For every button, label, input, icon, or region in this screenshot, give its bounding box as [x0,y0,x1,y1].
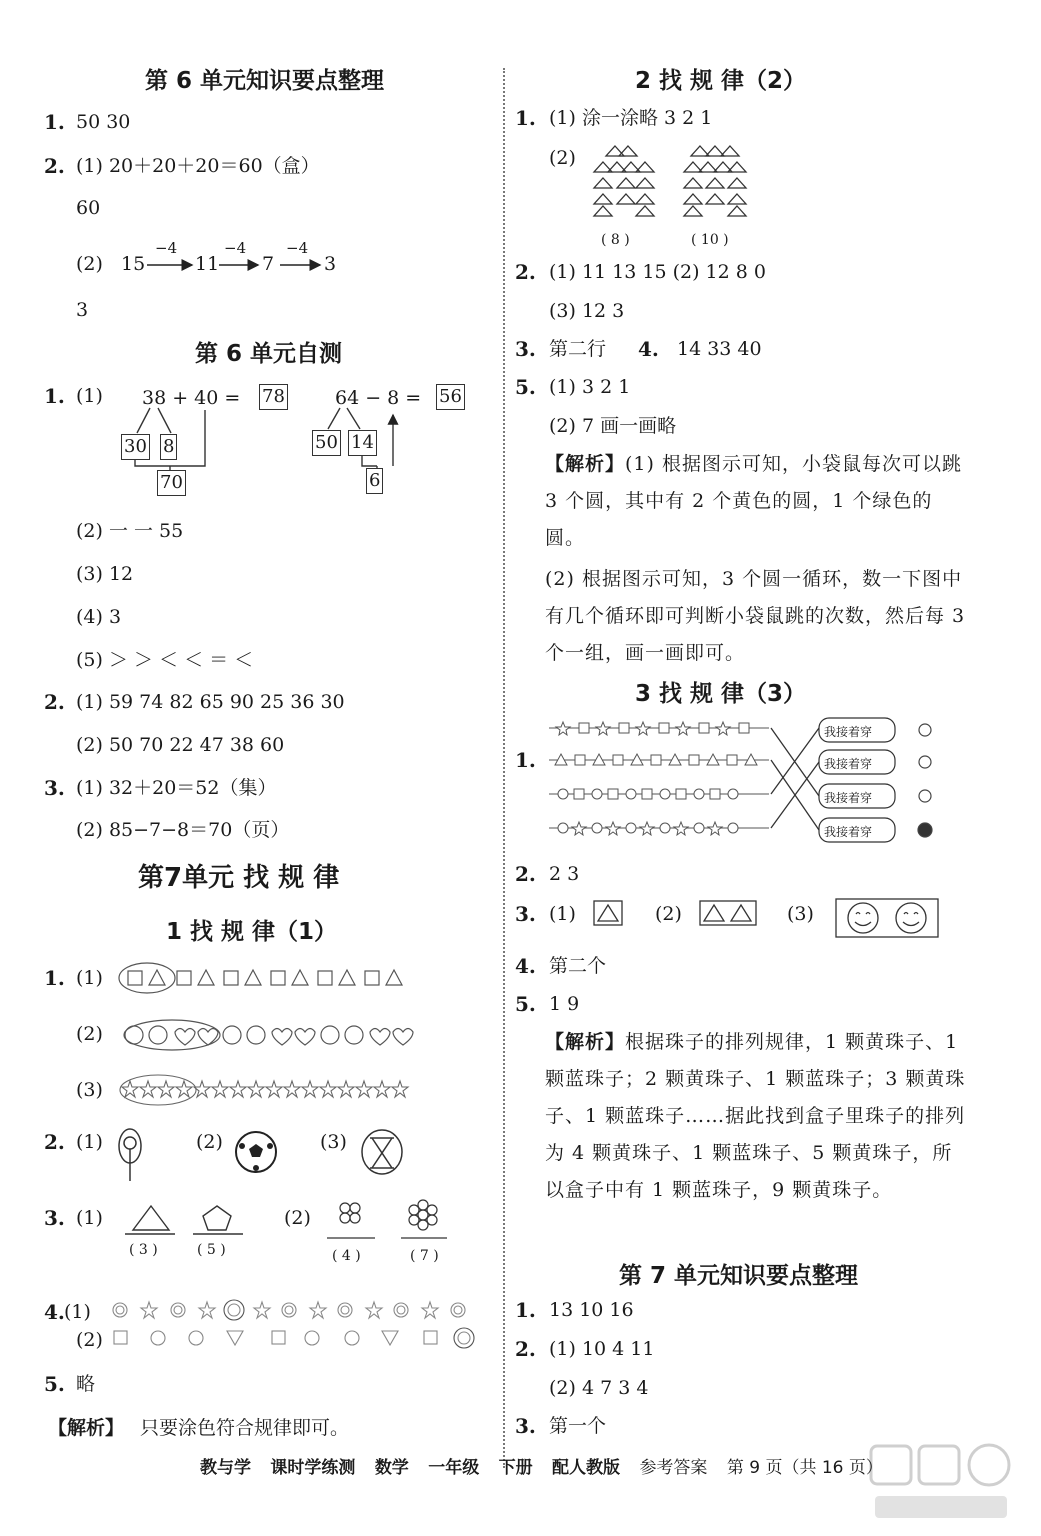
question-number: 2. [515,1337,536,1361]
question-number: 3. [515,337,536,361]
footer-label: 参考答案 [639,1458,708,1478]
footer-series: 课时学练测 [270,1458,356,1478]
answer-text: (2) 50 70 22 47 38 60 [76,734,285,756]
count-answer: ( 8 ) [601,232,630,248]
sub-label: (1) [76,1131,103,1153]
answer-text: (3) 12 [76,563,134,585]
question-number: 1. [44,384,65,408]
chain-operation: −4 [155,239,178,257]
answer-text: 60 [76,197,101,219]
column-divider [503,68,505,1468]
speech-bubble: 我接着穿 [824,757,873,771]
triangle-answer-figure [593,900,625,928]
speech-bubble: 我接着穿 [824,725,873,739]
answer-text: 第二个 [549,955,607,977]
count-answer: ( 4 ) [332,1248,361,1264]
sub-label: (2) [76,1329,103,1351]
chain-value: 7 [262,253,275,275]
sub-box: 6 [366,468,383,494]
circle-flower-figure [325,1196,455,1244]
count-answer: ( 7 ) [410,1248,439,1264]
pattern-squares-circles-figure [112,1324,482,1354]
answer-text: (2) 一 一 55 [76,520,184,542]
question-number: 1. [44,110,65,134]
answer-box: 78 [259,384,288,410]
analysis-paragraph: (2) 根据图示可知，3 个圆一循环，数一下图中有几个循环即可判断小袋鼠跳的次数，然后每 3 个一组，画一画即可。 [545,568,966,664]
analysis-tag: 【解析】 [545,1031,626,1053]
answer-text: (1) 32＋20＝52（集） [76,777,277,799]
chain-operation: −4 [224,239,247,257]
answer-text: (1) 59 74 82 65 90 25 36 30 [76,691,345,713]
sub-label: (2) [76,253,103,275]
answer-text: (5) ＞ ＞ ＜ ＜ ＝ ＜ [76,649,254,671]
footer-page: 第 9 页（共 16 页） [726,1458,883,1478]
chain-value: 11 [195,253,220,275]
question-number: 1. [515,748,536,772]
answer-text: 1 9 [549,993,580,1015]
lollipop-icon [118,1126,148,1186]
sub-label: (2) [549,147,576,169]
sub-label: (1) [76,385,103,407]
answer-text: 13 10 16 [549,1299,634,1321]
footer-edition: 配人教版 [552,1458,621,1478]
answer-text: (1) 11 13 15 (2) 12 8 0 [549,261,766,283]
question-number: 2. [44,1130,65,1154]
question-number: 4. [44,1300,65,1324]
analysis-tag: 【解析】 [48,1417,125,1439]
answer-text: (2) 7 画一画略 [549,415,677,437]
chain-value: 3 [324,253,337,275]
sub-label: (1) [76,967,103,989]
count-answer: ( 5 ) [197,1242,226,1258]
sub-label: (2) [284,1207,311,1229]
answer-text: (2) 4 7 3 4 [549,1377,649,1399]
section-title: 3 找 规 律（3） [635,681,807,707]
question-number: 3. [44,776,65,800]
hourglass-icon [360,1128,406,1178]
equation: 64 − 8 = [335,387,422,409]
bead-matching-figure [549,716,979,846]
question-number: 3. [44,1206,65,1230]
question-number: 5. [44,1372,65,1396]
analysis-paragraph [545,1024,970,1209]
pattern-shapes-figure [120,960,410,996]
footer-subject: 数学 [374,1458,409,1478]
answer-text: (2) 85−7−8＝70（页） [76,819,290,841]
answer-text: 14 33 40 [677,338,762,360]
sub-label: (3) [320,1131,347,1153]
question-number: 2. [515,260,536,284]
answer-text: (1) 20＋20＋20＝60（盒） [76,155,320,177]
question-number: 3. [515,902,536,926]
count-answer: ( 3 ) [129,1242,158,1258]
pattern-faces-hearts-figure [120,1018,420,1054]
sub-label: (1) [549,903,576,925]
answer-text: 3 [76,299,89,321]
sub-label: (2) [76,1023,103,1045]
sub-label: (3) [787,903,814,925]
sub-label: (2) [196,1131,223,1153]
pattern-circles-stars-figure [112,1296,482,1326]
analysis-paragraph [545,446,970,557]
answer-text: (3) 12 3 [549,300,625,322]
chain-value: 15 [121,253,146,275]
answer-text: (1) 10 4 11 [549,1338,655,1360]
question-number: 5. [515,992,536,1016]
sub-label: (3) [76,1079,103,1101]
smiley-answer-figure [835,898,941,940]
section-title: 2 找 规 律（2） [635,68,807,94]
split-box: 8 [160,434,177,460]
question-number: 2. [44,154,65,178]
pattern-stars-figure [120,1072,420,1108]
question-number: 4. [638,337,659,361]
question-number: 2. [515,862,536,886]
question-number: 3. [515,1414,536,1438]
split-box: 30 [121,434,150,460]
equation: 38 + 40 = [142,387,241,409]
watermark-logo [861,1438,1021,1528]
answer-text: 2 3 [549,863,580,885]
speech-bubble: 我接着穿 [824,825,873,839]
analysis-text: 根据珠子的排列规律，1 颗黄珠子、1 颗蓝珠子；2 颗黄珠子、1 颗蓝珠子；3 颗黄珠子、1 颗蓝珠子……据此找到盒子里珠子的排列为 4 颗黄珠子、1 颗蓝珠子、5 颗黄珠子，所以盒子中有 1 颗蓝珠子，9 颗黄珠子。 [545,1031,966,1201]
answer-box: 56 [436,384,465,410]
triangle-pentagon-figure [125,1200,255,1240]
page-footer [200,1453,897,1478]
split-lines [0,0,500,520]
soccer-ball-icon [234,1130,280,1176]
count-answer: ( 10 ) [691,232,729,248]
unit-title: 第7单元 找 规 律 [138,863,340,893]
footer-term: 下册 [498,1458,533,1478]
section-title: 第 6 单元知识要点整理 [145,68,385,94]
answer-text: (1) 3 2 1 [549,376,631,398]
section-title: 1 找 规 律（1） [166,919,338,945]
question-number: 5. [515,375,536,399]
footer-grade: 一年级 [428,1458,480,1478]
section-title: 第 6 单元自测 [195,341,343,367]
split-box: 50 [312,430,341,456]
section-title: 第 7 单元知识要点整理 [619,1263,859,1289]
answer-text: 略 [76,1373,96,1395]
analysis-text: (1) 根据图示可知，小袋鼠每次可以跳 3 个圆，其中有 2 个黄色的圆，1 个绿色的圆。 [545,453,962,549]
analysis-text: 只要涂色符合规律即可。 [140,1417,350,1439]
analysis-tag: 【解析】 [545,453,626,475]
sub-label: (1) [64,1301,91,1323]
question-number: 1. [44,966,65,990]
answer-text: (1) 涂一涂略 3 2 1 [549,107,713,129]
speech-bubble: 我接着穿 [824,791,873,805]
question-number: 4. [515,954,536,978]
question-number: 1. [515,1298,536,1322]
footer-book: 教与学 [200,1458,251,1478]
answer-text: 第一个 [549,1415,607,1437]
question-number: 2. [44,690,65,714]
double-triangle-answer-figure [699,900,759,928]
answer-text: 50 30 [76,111,131,133]
sub-label: (1) [76,1207,103,1229]
answer-text: (4) 3 [76,606,122,628]
sub-label: (2) [655,903,682,925]
split-box: 14 [348,430,377,456]
sum-box: 70 [157,470,186,496]
answer-text: 第二行 [549,338,607,360]
chain-operation: −4 [286,239,309,257]
triangle-stack-figure [595,140,755,226]
question-number: 1. [515,106,536,130]
